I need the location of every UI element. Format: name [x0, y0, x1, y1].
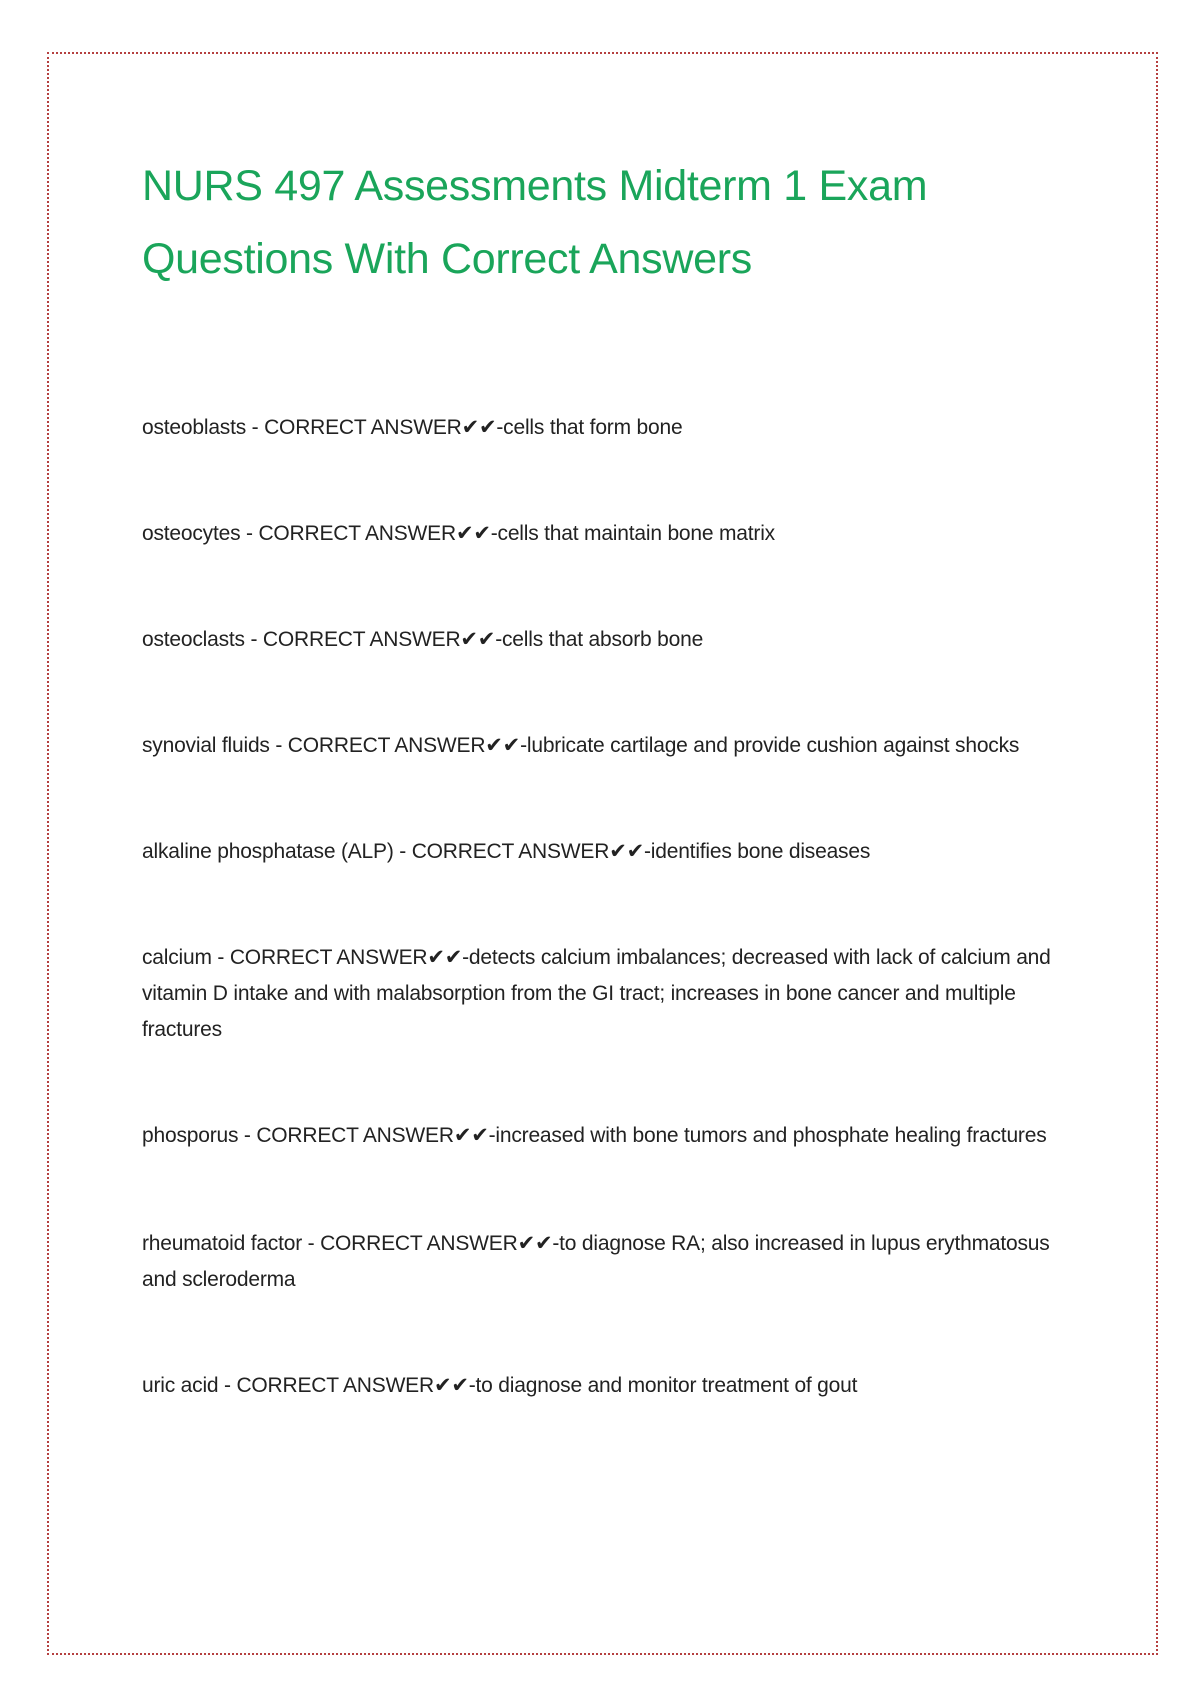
- qa-entry-alkaline-phosphatase: alkaline phosphatase (ALP) - CORRECT ANSWER✔✔-identifies bone diseases: [142, 840, 871, 863]
- qa-entry-rheumatoid-factor: rheumatoid factor - CORRECT ANSWER✔✔-to diagnose RA; also increased in lupus erythmatosus and scleroderma: [142, 1232, 1050, 1291]
- qa-entry-synovial-fluids: synovial fluids - CORRECT ANSWER✔✔-lubricate cartilage and provide cushion against shocks: [142, 734, 1020, 757]
- qa-entry-uric-acid: uric acid - CORRECT ANSWER✔✔-to diagnose and monitor treatment of gout: [142, 1374, 858, 1397]
- title-line-1: NURS 497 Assessments Midterm 1 Exam: [142, 162, 928, 210]
- title-line-2: Questions With Correct Answers: [142, 235, 752, 283]
- document-body: [142, 150, 1062, 1404]
- qa-entry-osteocytes: osteocytes - CORRECT ANSWER✔✔-cells that maintain bone matrix: [142, 522, 775, 545]
- qa-entry-osteoblasts: osteoblasts - CORRECT ANSWER✔✔-cells that form bone: [142, 416, 683, 439]
- document-title: [142, 150, 1062, 296]
- qa-list: [142, 410, 1062, 1404]
- qa-entry-calcium: calcium - CORRECT ANSWER✔✔-detects calcium imbalances; decreased with lack of calcium and vitamin D intake and with malabsorption from the GI tract; increases in bone cancer and multiple fractures: [142, 946, 1051, 1041]
- qa-entry-osteoclasts: osteoclasts - CORRECT ANSWER✔✔-cells that absorb bone: [142, 628, 704, 651]
- qa-entry-phosporus: phosporus - CORRECT ANSWER✔✔-increased with bone tumors and phosphate healing fractures: [142, 1124, 1047, 1147]
